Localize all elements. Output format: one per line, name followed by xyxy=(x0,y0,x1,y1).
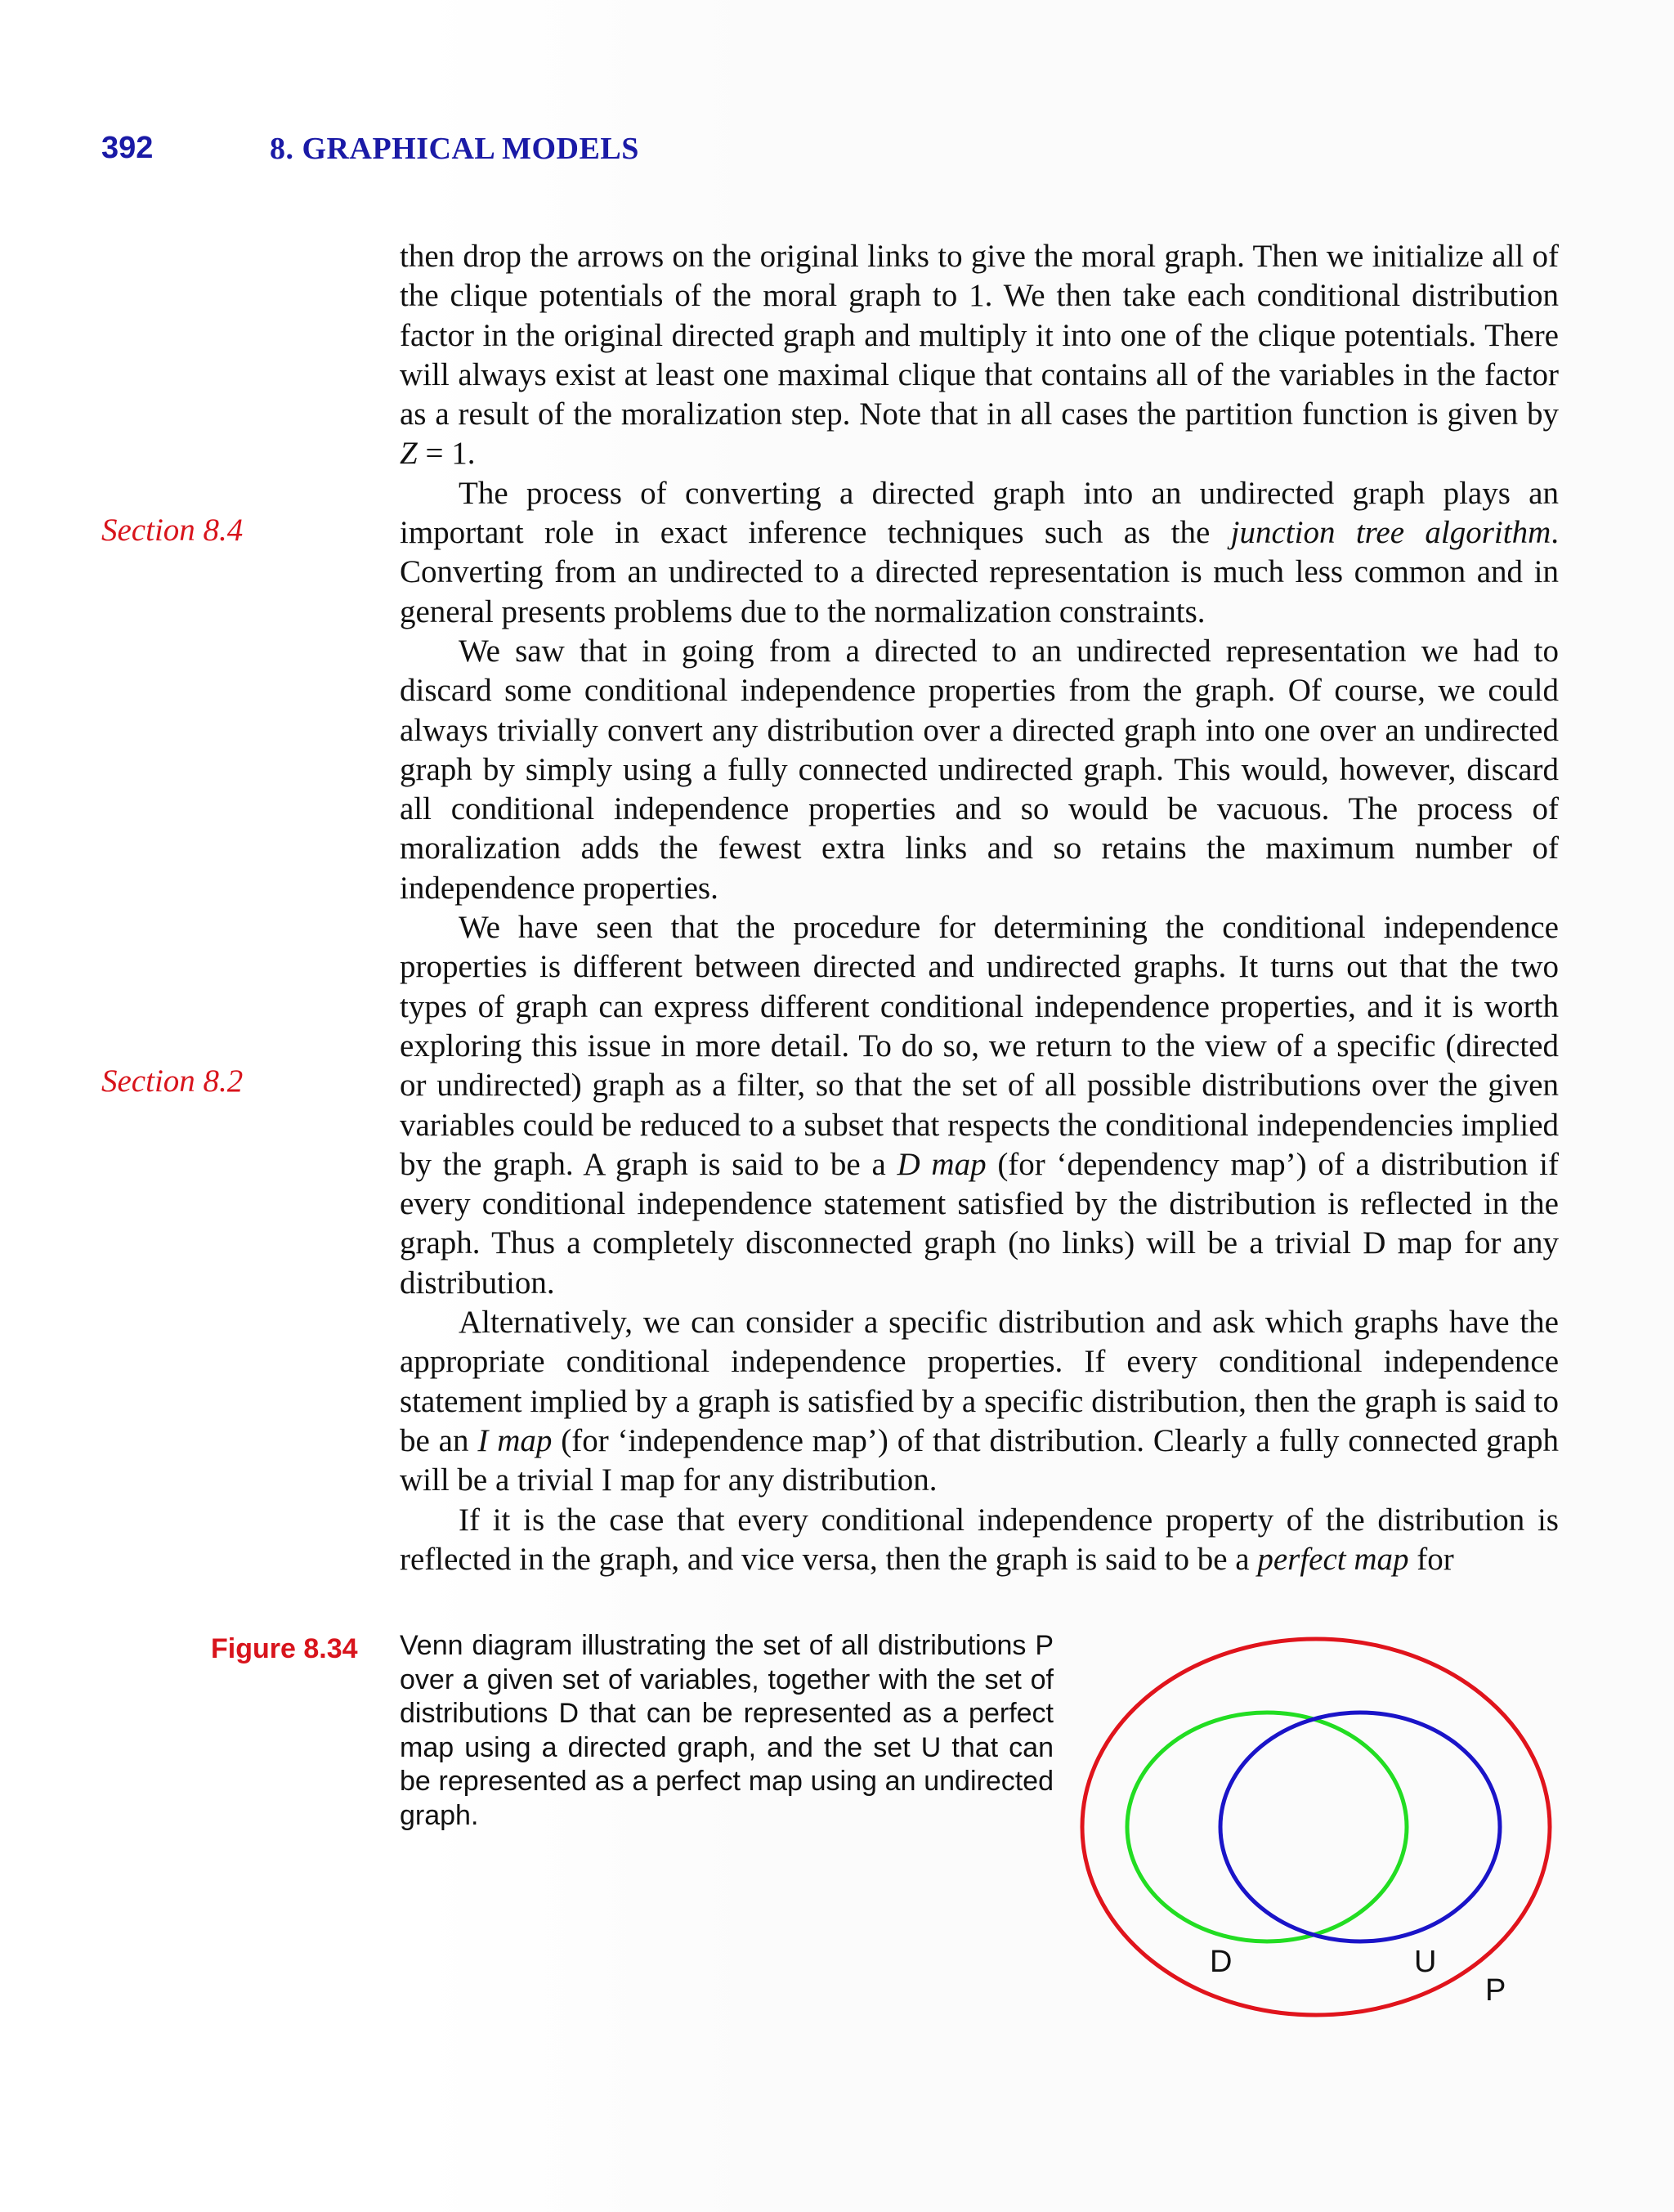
margin-note-section-8-4[interactable]: Section 8.4 xyxy=(101,513,244,548)
paragraph: The process of converting a directed graph into an undirected graph plays an important role in exact inference techniques such as the junction tree algorithm. Converting from an undirected to a directed representation is much less common and in general presents problems due to the normalization constraints. xyxy=(400,475,1559,629)
chapter-title: 8. GRAPHICAL MODELS xyxy=(270,132,639,166)
figure-caption: Venn diagram illustrating the set of all distributions P over a given set of variables, together with the set of distributions D that can be represented as a perfect map using a directed graph, and the set U that can be represented as a perfect map using an undirected graph. xyxy=(400,1630,1054,1831)
body-text xyxy=(400,237,1559,1579)
paragraph: then drop the arrows on the original links to give the moral graph. Then we initialize all of the clique potentials of the moral graph to 1. We then take each conditional distribution factor in the original directed graph and multiply it into one of the clique potentials. There will always exist at least one maximal clique that contains all of the variables in the factor as a result of the moralization step. Note that in all cases the partition function is given by Z = 1. xyxy=(400,239,1559,472)
figure-label: Figure 8.34 xyxy=(211,1633,358,1664)
margin-note-section-8-2[interactable]: Section 8.2 xyxy=(101,1063,244,1099)
paragraph: We have seen that the procedure for determining the conditional independence properties is different between directed and undirected graphs. It turns out that the two types of graph can express different conditional independence properties, and it is worth exploring this issue in more detail. To do so, we return to the view of a specific (directed or undirected) graph as a filter, so that the set of all possible distributions over the given variables could be reduced to a subset that respects the conditional independencies implied by the graph. A graph is said to be a D map (for ‘dependency map’) of a distribution if every conditional independence statement satisfied by the distribution is reflected in the graph. Thus a completely disconnected graph (no links) will be a trivial D map for any distribution. xyxy=(400,910,1559,1301)
paragraph: Alternatively, we can consider a specific distribution and ask which graphs have the appropriate conditional independence properties. If every conditional independence statement implied by a graph is satisfied by a specific distribution, then the graph is said to be an I map (for ‘independence map’) of that distribution. Clearly a fully connected graph will be a trivial I map for any distribution. xyxy=(400,1305,1559,1498)
set-u-label: U xyxy=(1414,1945,1437,1979)
set-d-ellipse xyxy=(1127,1713,1407,1941)
term-i-map: I map xyxy=(477,1422,553,1458)
term-junction-tree-algorithm: junction tree algorithm xyxy=(1230,515,1551,551)
term-perfect-map: perfect map xyxy=(1257,1541,1409,1577)
paragraph: If it is the case that every conditional independence property of the distribution is reflected in the graph, and vice versa, then the graph is said to be a perfect map for xyxy=(400,1502,1559,1577)
term-d-map: D map xyxy=(897,1146,987,1182)
set-p-ellipse xyxy=(1082,1639,1550,2015)
paragraph: We saw that in going from a directed to an undirected representation we had to discard some conditional independence properties from the graph. Of course, we could always trivially convert any distribution over a directed graph into one over an undirected graph by simply using a fully connected undirected graph. This would, however, discard all conditional independence properties and so would be vacuous. The process of moralization adds the fewest extra links and so retains the maximum number of independence properties. xyxy=(400,633,1559,906)
set-u-ellipse xyxy=(1220,1713,1500,1941)
set-p-label: P xyxy=(1485,1973,1506,2008)
page-number: 392 xyxy=(101,131,154,165)
venn-diagram xyxy=(1079,1635,1553,2019)
set-d-label: D xyxy=(1210,1945,1233,1979)
